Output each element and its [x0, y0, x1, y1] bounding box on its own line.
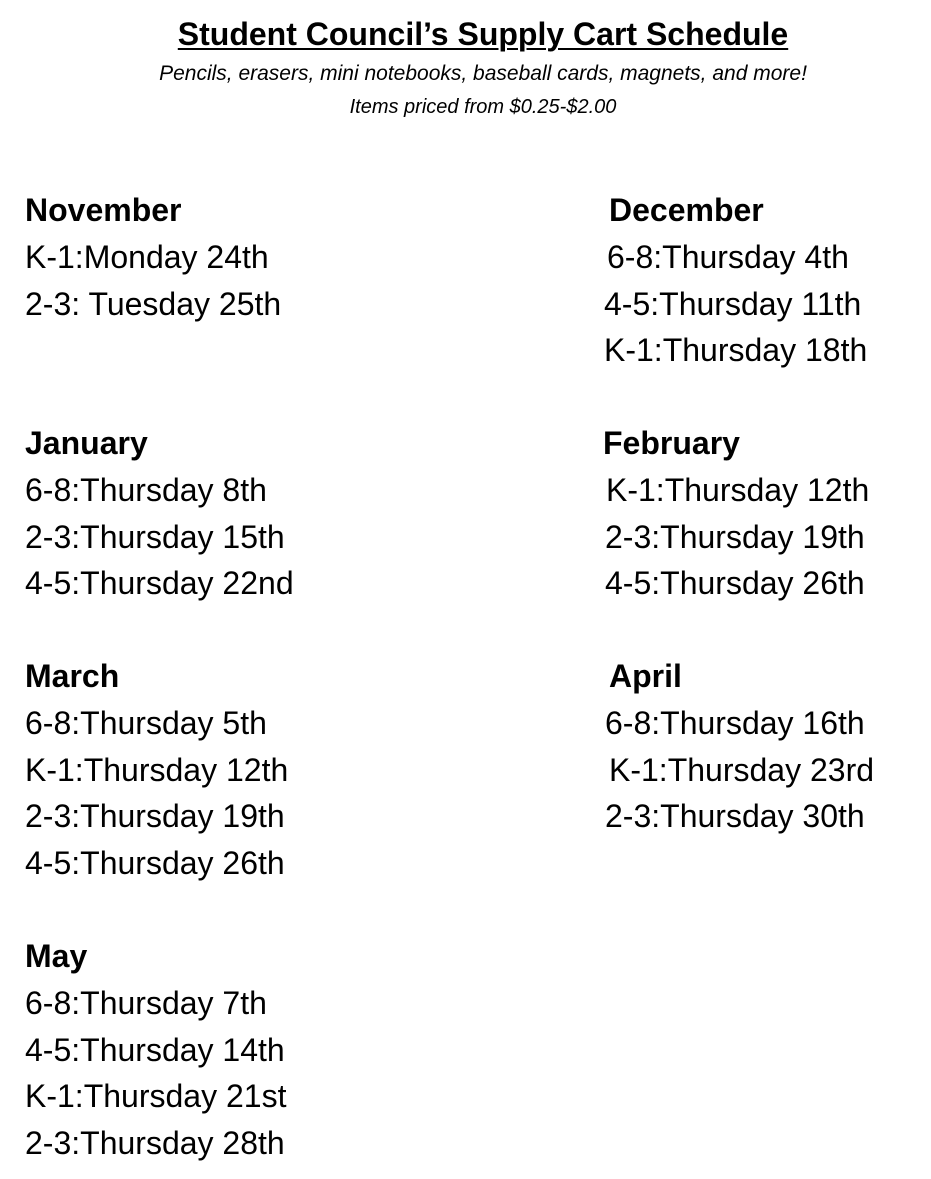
schedule-entry: K-1:Monday 24th	[25, 239, 269, 275]
month-block-january	[25, 423, 294, 607]
schedule-entry: 6-8:Thursday 8th	[25, 472, 267, 508]
schedule-entry: K-1:Thursday 12th	[25, 751, 289, 788]
month-heading: March	[25, 658, 120, 694]
schedule-entry: 4-5:Thursday 11th	[604, 285, 862, 322]
schedule-list	[25, 467, 294, 607]
schedule-list	[604, 234, 867, 374]
schedule-list	[603, 467, 869, 607]
schedule-entry: 6-8:Thursday 5th	[25, 705, 267, 741]
schedule-entry: K-1:Thursday 23rd	[609, 751, 875, 788]
month-heading: December	[609, 192, 764, 228]
schedule-list	[25, 700, 288, 886]
month-heading: November	[25, 192, 182, 228]
price-note: Items priced from $0.25-$2.00	[349, 96, 617, 118]
schedule-entry: K-1:Thursday 21st	[25, 1078, 287, 1114]
schedule-entry: K-1:Thursday 18th	[604, 332, 868, 368]
month-block-december	[604, 190, 867, 374]
month-heading: February	[603, 425, 740, 461]
schedule-entry: 4-5:Thursday 22nd	[25, 565, 294, 601]
month-block-may	[25, 936, 286, 1166]
page-subtitle: Pencils, erasers, mini notebooks, baseball cards, magnets, and more!	[159, 62, 807, 85]
schedule-entry: 6-8:Thursday 16th	[605, 705, 865, 741]
month-block-march	[25, 656, 288, 886]
month-block-february	[603, 423, 869, 607]
schedule-entry: K-1:Thursday 12th	[606, 472, 870, 508]
month-heading: January	[25, 425, 148, 461]
schedule-entry: 2-3: Tuesday 25th	[25, 285, 282, 322]
month-heading: April	[609, 658, 682, 694]
schedule-list	[25, 234, 281, 327]
page-title: Student Council’s Supply Cart Schedule	[177, 16, 789, 52]
schedule-entry: 2-3:Thursday 19th	[605, 518, 865, 555]
schedule-entry: 2-3:Thursday 19th	[25, 798, 285, 834]
schedule-entry: 4-5:Thursday 14th	[25, 1031, 285, 1068]
month-heading: May	[25, 938, 88, 974]
schedule-entry: 2-3:Thursday 30th	[605, 798, 865, 834]
schedule-list	[605, 700, 874, 840]
schedule-list	[25, 980, 286, 1166]
schedule-entry: 2-3:Thursday 15th	[25, 518, 285, 555]
schedule-entry: 6-8:Thursday 7th	[25, 985, 267, 1021]
schedule-entry: 4-5:Thursday 26th	[605, 565, 865, 601]
schedule-entry: 2-3:Thursday 28th	[25, 1124, 285, 1161]
month-block-november	[25, 190, 281, 327]
schedule-entry: 4-5:Thursday 26th	[25, 844, 285, 881]
month-block-april	[605, 656, 874, 840]
schedule-entry: 6-8:Thursday 4th	[607, 239, 849, 275]
